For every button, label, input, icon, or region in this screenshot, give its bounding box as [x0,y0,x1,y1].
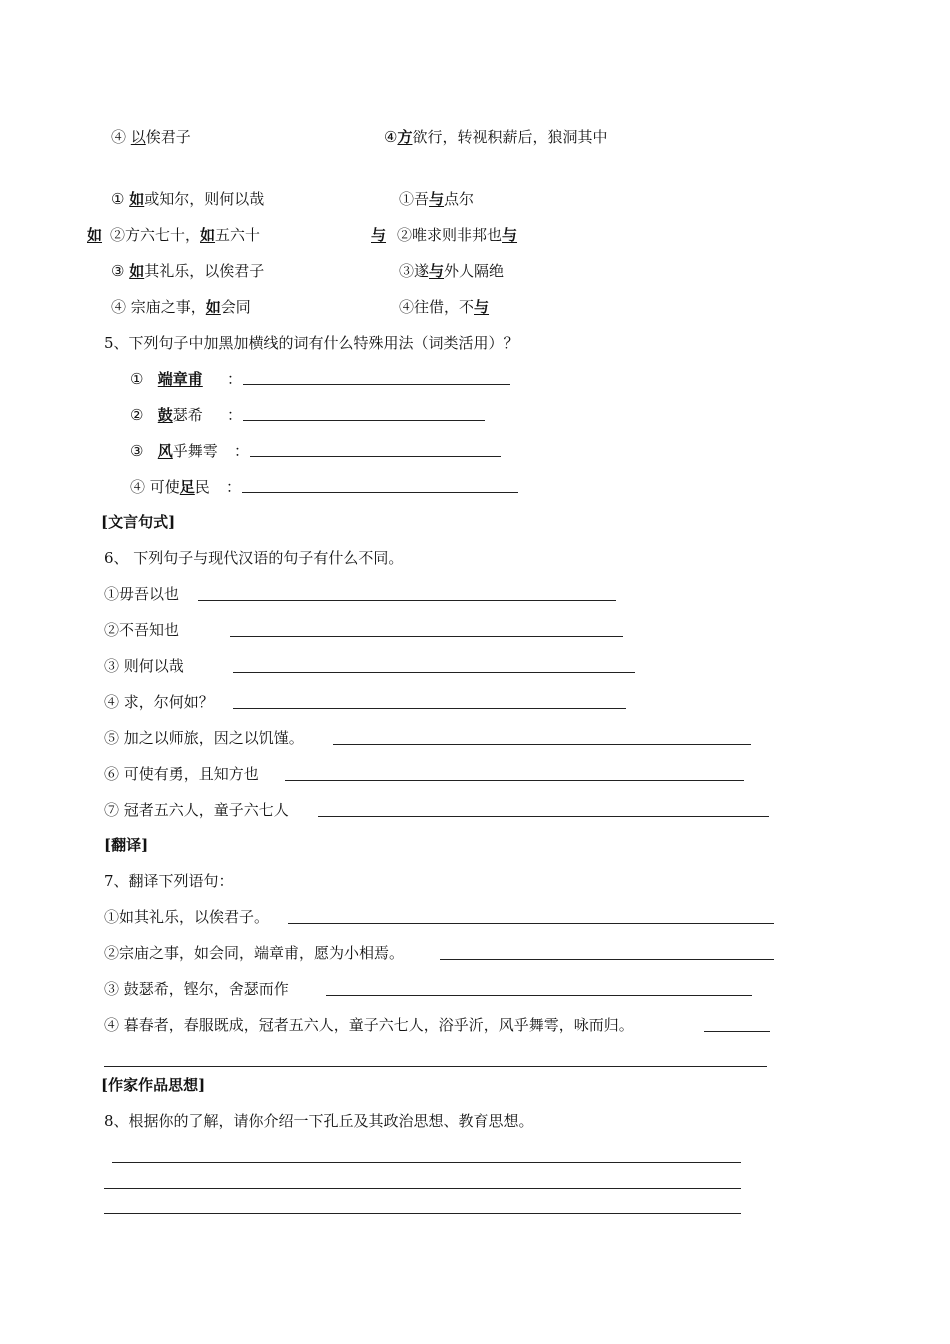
q6-item: ⑦ 冠者五六人，童子六七人 [104,801,289,819]
q4-row0-right: ④方欲行，转视积薪后，狼洞其中 [384,128,608,146]
answer-line[interactable] [104,1213,741,1214]
q7-item: ③ 鼓瑟希，铿尔，舍瑟而作 [104,980,289,998]
ru-item-2: ②方六七十，如五六十 [110,226,261,244]
q8-title: 8、根据你的了解，请你介绍一下孔丘及其政治思想、教育思想。 [104,1112,534,1130]
section-heading-sentence-patterns: [文言句式] [101,513,176,531]
yu-item-1: ①吾与点尔 [399,190,475,208]
q6-title: 6、 下列句子与现代汉语的句子有什么不同。 [104,549,404,567]
yu-item-2: ②唯求则非邦也与 [397,226,518,244]
q5-item-4: ④ 可使足民 [130,478,210,496]
q7-item: ④ 暮春者，春服既成，冠者五六人，童子六七人，浴乎沂，风乎舞雩，咏而归。 [104,1016,634,1034]
answer-line[interactable] [333,744,751,745]
answer-line[interactable] [440,959,774,960]
q7-title: 7、翻译下列语句： [104,872,234,890]
answer-line[interactable] [288,923,774,924]
answer-line[interactable] [704,1031,770,1032]
answer-line[interactable] [104,1188,741,1189]
answer-line[interactable] [250,456,501,457]
answer-line[interactable] [112,1162,741,1163]
q6-item: ②不吾知也 [104,621,180,639]
q5-colon-2: ： [227,406,243,424]
q6-item: ④ 求，尔何如？ [104,693,214,711]
answer-line[interactable] [285,780,744,781]
ru-group-label: 如 [87,226,103,244]
section-heading-author-thought: [作家作品思想] [101,1076,206,1094]
q5-title: 5、下列句子中加黑加横线的词有什么特殊用法（词类活用）？ [104,334,519,352]
answer-line[interactable] [243,420,485,421]
q4-row0-left: ④ 以俟君子 [111,128,191,146]
answer-line[interactable] [318,816,769,817]
q5-item-3: ③ 风乎舞雩 [130,442,218,460]
answer-line[interactable] [233,708,626,709]
q5-item-1: ① 端章甫 [130,370,203,388]
answer-line[interactable] [230,636,623,637]
answer-line[interactable] [198,600,616,601]
answer-line[interactable] [326,995,752,996]
answer-line[interactable] [104,1066,767,1067]
q6-item: ⑤ 加之以师旅，因之以饥馑。 [104,729,304,747]
answer-line[interactable] [243,384,510,385]
q6-item: ①毋吾以也 [104,585,180,603]
ru-item-4: ④ 宗庙之事，如会同 [111,298,251,316]
q5-item-2: ② 鼓瑟希 [130,406,203,424]
q7-item: ②宗庙之事，如会同，端章甫，愿为小相焉。 [104,944,405,962]
yu-item-4: ④往借，不与 [399,298,490,316]
section-heading-translation: [翻译] [104,836,149,854]
q5-colon-1: ： [227,370,243,388]
answer-line[interactable] [233,672,635,673]
q5-colon-4: ： [226,478,242,496]
ru-item-1: ① 如或知尔，则何以哉 [111,190,265,208]
yu-item-3: ③遂与外人隔绝 [399,262,505,280]
yu-group-label: 与 [371,226,387,244]
q5-colon-3: ： [234,442,250,460]
q7-item: ①如其礼乐，以俟君子。 [104,908,270,926]
ru-item-3: ③ 如其礼乐，以俟君子 [111,262,265,280]
answer-line[interactable] [242,492,518,493]
q6-item: ③ 则何以哉 [104,657,184,675]
q6-item: ⑥ 可使有勇，且知方也 [104,765,259,783]
